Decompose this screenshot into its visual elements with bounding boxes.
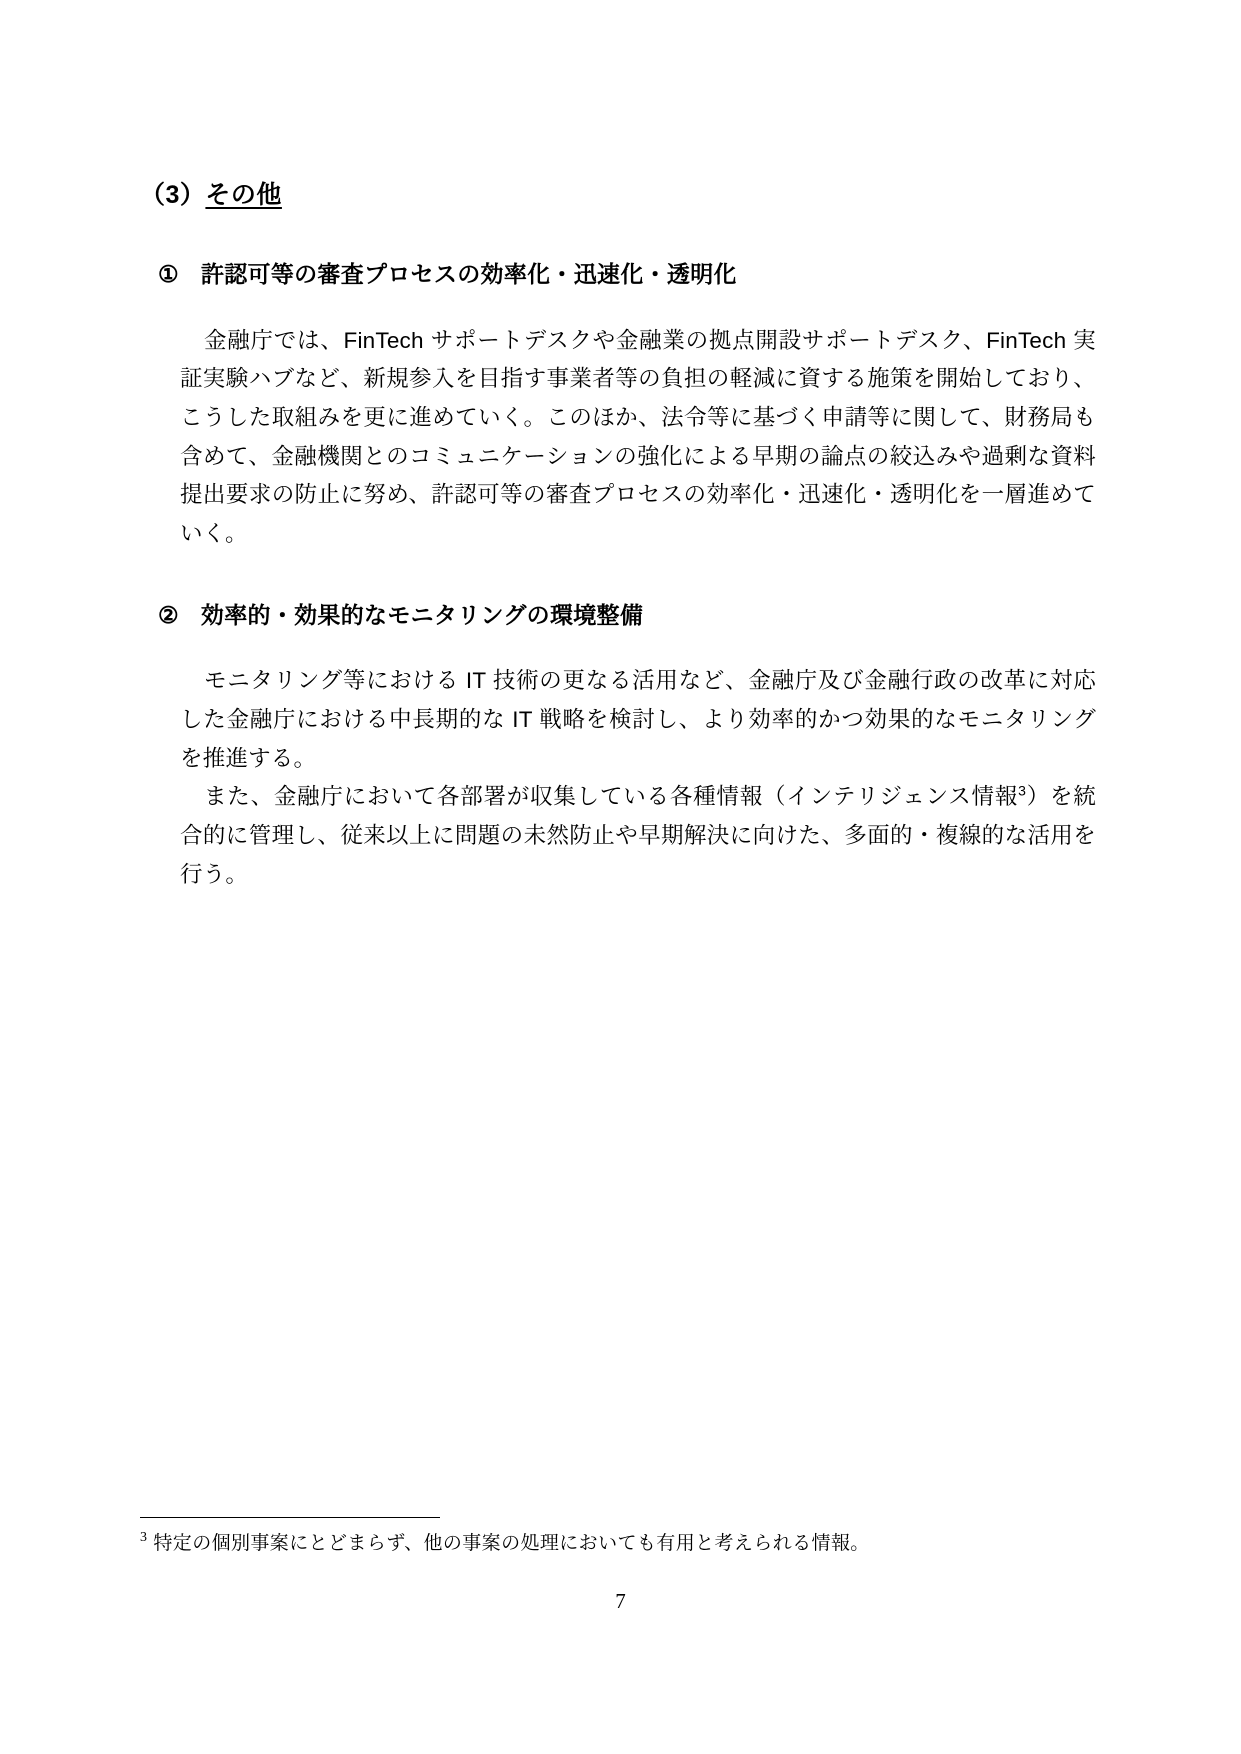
subsection-body-1 bbox=[140, 322, 1100, 554]
footnote-body: 特定の個別事案にとどまらず、他の事案の処理においても有用と考えられる情報。 bbox=[153, 1532, 870, 1554]
footnote-number: 3 bbox=[140, 1530, 148, 1546]
section-title: その他 bbox=[205, 181, 282, 209]
subsection-title-2: 効率的・効果的なモニタリングの環境整備 bbox=[200, 601, 644, 628]
footnote-reference: 3 bbox=[1018, 782, 1027, 799]
page-number: 7 bbox=[615, 1589, 626, 1613]
paragraph-part-before-footnote: また、金融庁において各部署が収集している各種情報（インテリジェンス情報 bbox=[204, 784, 1019, 810]
paragraph: モニタリング等における IT 技術の更なる活用など、金融庁及び金融行政の改革に対応した金融庁における中長期的な IT 戦略を検討し、より効率的かつ効果的なモニタリングを推進する。 bbox=[180, 668, 1096, 771]
page-content bbox=[140, 178, 1100, 894]
subsection-heading-2 bbox=[140, 598, 1100, 633]
subsection-heading-1 bbox=[140, 257, 1100, 292]
footnote bbox=[140, 1530, 1100, 1559]
subsection-title-1: 許認可等の審査プロセスの効率化・迅速化・透明化 bbox=[200, 261, 737, 287]
paragraph-part-after-footnote: ）を統合的に管理し、従来以上に問題の未然防止や早期解決に向けた、多面的・複線的な活用を行う。 bbox=[180, 784, 1096, 887]
footnote-area bbox=[140, 1517, 1100, 1559]
subsection-marker-1: ① bbox=[158, 261, 179, 287]
paragraph-with-footnote bbox=[180, 778, 1096, 894]
subsection-body-2 bbox=[140, 662, 1100, 894]
footnote-separator bbox=[140, 1517, 440, 1518]
paragraph: 金融庁では、FinTech サポートデスクや金融業の拠点開設サポートデスク、FinTech 実証実験ハブなど、新規参入を目指す事業者等の負担の軽減に資する施策を開始しており、こうした取組みを更に進めていく。このほか、法令等に基づく申請等に関して、財務局も含めて、金融機関とのコミュニケーションの強化による早期の論点の絞込みや過剰な資料提出要求の防止に努め、許認可等の審査プロセスの効率化・迅速化・透明化を一層進めていく。 bbox=[180, 327, 1096, 546]
section-heading bbox=[140, 178, 1100, 213]
subsection-marker-2: ② bbox=[158, 601, 179, 628]
section-number: （3） bbox=[140, 181, 206, 209]
